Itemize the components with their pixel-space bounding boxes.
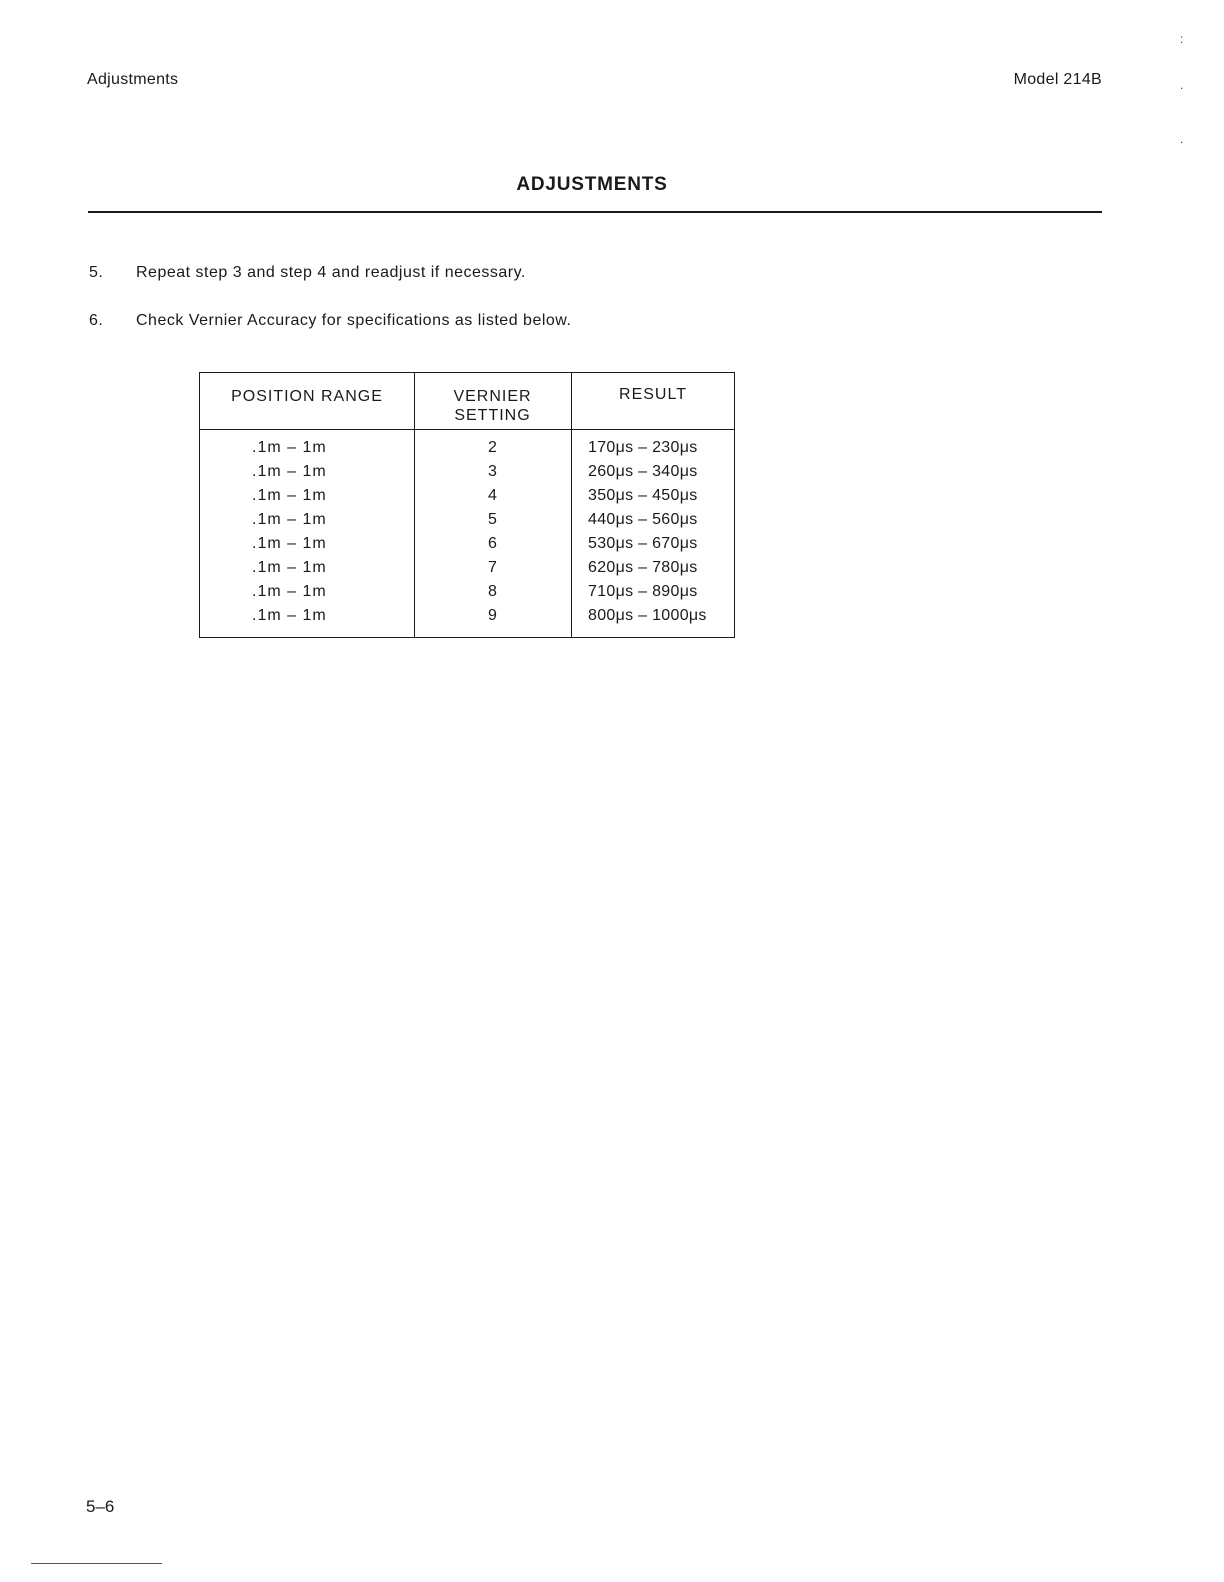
- header-rule: [200, 429, 734, 430]
- cell-position-range: .1m – 1m: [252, 583, 327, 600]
- cell-position-range: .1m – 1m: [252, 535, 327, 552]
- margin-mark: :: [1180, 32, 1184, 46]
- cell-position-range: .1m – 1m: [252, 607, 327, 624]
- cell-result: 350μs – 450μs: [588, 487, 698, 504]
- cell-result: 800μs – 1000μs: [588, 607, 707, 624]
- cell-result: 530μs – 670μs: [588, 535, 698, 552]
- cell-vernier-setting: 7: [488, 559, 497, 576]
- cell-vernier-setting: 4: [488, 487, 497, 504]
- table-row: [200, 604, 734, 628]
- cell-result: 260μs – 340μs: [588, 463, 698, 480]
- cell-position-range: .1m – 1m: [252, 559, 327, 576]
- table-row: [200, 460, 734, 484]
- column-header-line: VERNIER: [453, 388, 532, 405]
- running-header-left: Adjustments: [87, 71, 179, 88]
- section-title: ADJUSTMENTS: [516, 174, 668, 195]
- step-number: 5.: [89, 264, 104, 281]
- table-row: [200, 580, 734, 604]
- column-header-line: SETTING: [454, 407, 531, 424]
- cell-position-range: .1m – 1m: [252, 487, 327, 504]
- cell-result: 620μs – 780μs: [588, 559, 698, 576]
- cell-result: 440μs – 560μs: [588, 511, 698, 528]
- step-number: 6.: [89, 312, 104, 329]
- footer-rule: [31, 1563, 162, 1564]
- column-header-vernier-setting: [414, 387, 571, 425]
- vernier-accuracy-table: [199, 372, 735, 638]
- table-row: [200, 508, 734, 532]
- margin-mark: .: [1180, 78, 1184, 92]
- cell-result: 710μs – 890μs: [588, 583, 698, 600]
- table-body: [200, 436, 734, 628]
- margin-mark: .: [1180, 132, 1184, 146]
- cell-position-range: .1m – 1m: [252, 463, 327, 480]
- cell-vernier-setting: 5: [488, 511, 497, 528]
- cell-vernier-setting: 9: [488, 607, 497, 624]
- cell-position-range: .1m – 1m: [252, 439, 327, 456]
- cell-vernier-setting: 8: [488, 583, 497, 600]
- table-row: [200, 532, 734, 556]
- title-rule: [88, 211, 1102, 213]
- page-number: 5–6: [86, 1497, 115, 1516]
- column-header-result: RESULT: [619, 386, 687, 403]
- step-text: Check Vernier Accuracy for specifications as listed below.: [136, 312, 572, 329]
- table-row: [200, 556, 734, 580]
- running-header-right: Model 214B: [1013, 71, 1102, 88]
- cell-position-range: .1m – 1m: [252, 511, 327, 528]
- step-text: Repeat step 3 and step 4 and readjust if necessary.: [136, 264, 526, 281]
- cell-vernier-setting: 3: [488, 463, 497, 480]
- column-header-position-range: POSITION RANGE: [231, 388, 383, 405]
- cell-vernier-setting: 2: [488, 439, 497, 456]
- cell-vernier-setting: 6: [488, 535, 497, 552]
- table-row: [200, 436, 734, 460]
- table-row: [200, 484, 734, 508]
- cell-result: 170μs – 230μs: [588, 439, 698, 456]
